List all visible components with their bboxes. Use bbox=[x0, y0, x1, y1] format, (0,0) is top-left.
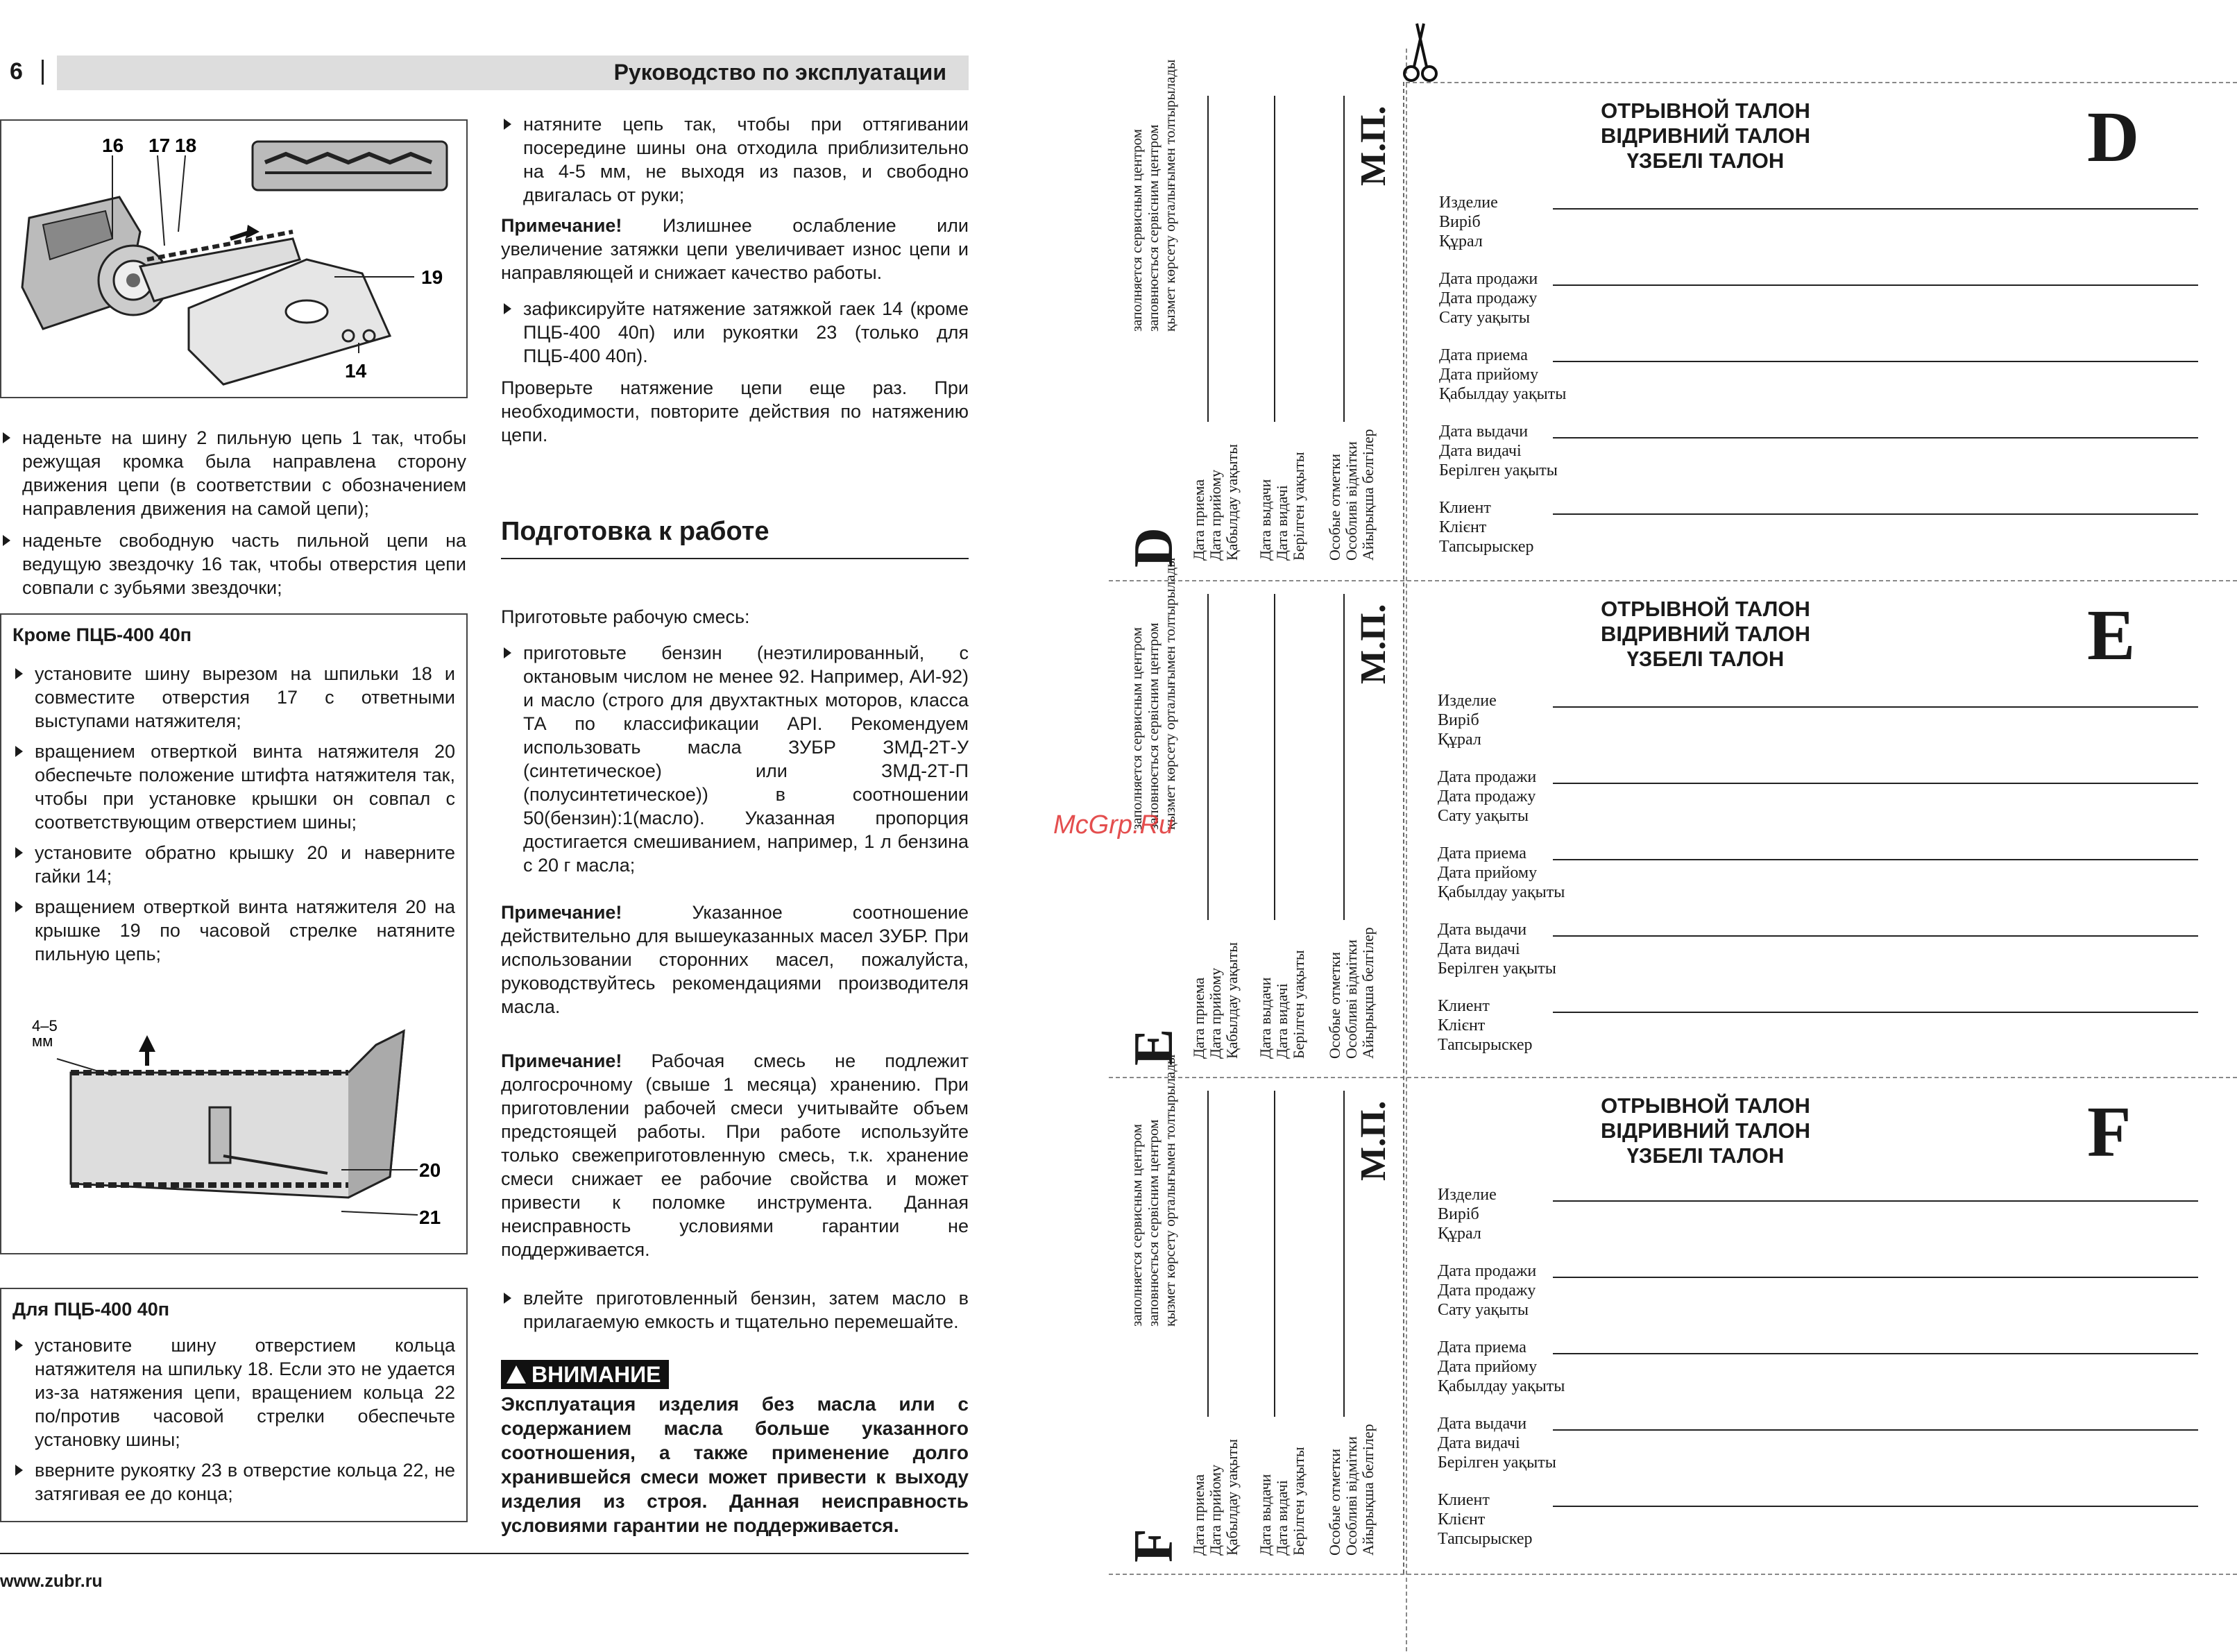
coupon-title: ОТРЫВНОЙ ТАЛОН ВІДРИВНИЙ ТАЛОН ҮЗБЕЛІ ТАЛОН bbox=[1601, 99, 1810, 173]
warning-label: ВНИМАНИЕ bbox=[531, 1362, 661, 1387]
list-item: наденьте свободную часть пильной цепи на ведущую звездочку 16 так, чтобы отверстия цепи совпали с зубьями звездочки; bbox=[0, 529, 466, 599]
fig1-label-17: 17 bbox=[148, 135, 171, 156]
stamp-label: М.П. bbox=[1354, 1100, 1393, 1181]
list-item: вращением отверткой винта натяжителя 20 на крышке 19 по часовой стрелке натяните пильную цепь; bbox=[12, 895, 455, 966]
list-item: установите шину вырезом на шпильки 18 и совместите отверстия 17 с ответными выступами натяжителя; bbox=[12, 662, 455, 733]
fig1-label-18: 18 bbox=[175, 135, 197, 156]
footer-url[interactable]: www.zubr.ru bbox=[0, 1572, 103, 1591]
section-title: Подготовка к работе bbox=[501, 517, 769, 546]
list-item: влейте приготовленный бензин, затем масло в прилагаемую емкость и тщательно перемешайте. bbox=[501, 1286, 969, 1334]
coupon-title: ОТРЫВНОЙ ТАЛОН ВІДРИВНИЙ ТАЛОН ҮЗБЕЛІ ТАЛОН bbox=[1601, 597, 1810, 671]
note-text: Рабочая смесь не подлежит долгосрочному (свыше 1 месяца) хранению. При приготовлении рабочей смеси учитывайте объем предстоящей работы. При работе используйте только свежеприготовленную смесь, т.к. хранение смеси снижает ее рабочие свойства и может привести к поломке инструмента. Данная неисправность условиями гарантии не поддерживается. bbox=[501, 1050, 969, 1260]
cut-line-3 bbox=[1109, 1574, 2237, 1575]
warning-text: Эксплуатация изделия без масла или с содержанием масла больше указанного соотношения, а также применение долго хранившейся смеси может привести к выходу изделия из строя. Данная неисправность условиями гарантии не поддерживается. bbox=[501, 1393, 969, 1536]
stub-header: заполняется сервисным центром заповнюється сервісним центром қызмет көрсету орталығымен толтырылады bbox=[1128, 1054, 1178, 1327]
field-receipt-date: Дата приема Дата прийому Қабылдау уақыты bbox=[1439, 346, 1567, 403]
coupon-title: ОТРЫВНОЙ ТАЛОН ВІДРИВНИЙ ТАЛОН ҮЗБЕЛІ ТАЛОН bbox=[1601, 1093, 1810, 1168]
field-issue-date: Дата выдачи Дата видачі Берілген уақыты bbox=[1438, 1415, 1556, 1472]
field-sale-date: Дата продажи Дата продажу Сату уақыты bbox=[1439, 270, 1538, 327]
field-product: Изделие Виріб Құрал bbox=[1439, 194, 1498, 250]
stub-group-notes: Особые отметки Особливі відмітки Айырықша белгілер bbox=[1326, 927, 1377, 1059]
watermark: McGrp.Ru bbox=[1053, 810, 1174, 840]
list-item: натяните цепь так, чтобы при оттягивании посередине шины она отходила приблизительно на 4-5 мм, не выходя из пазов, и свободно двигалась от руки; bbox=[501, 112, 969, 207]
list-item: зафиксируйте натяжение затяжкой гаек 14 (кроме ПЦБ-400 40п) или рукоятки 23 (только для ПЦБ-400 40п). bbox=[501, 297, 969, 368]
page-title: Руководство по эксплуатации bbox=[613, 60, 946, 85]
note-text: Излишнее ослабление или увеличение затяжки цепи увеличивает износ цепи и направляющей и снижает качество работы. bbox=[501, 215, 969, 283]
note-label: Примечание! bbox=[501, 1050, 622, 1071]
coupon-letter: F bbox=[2087, 1092, 2132, 1172]
list-item: вращением отверткой винта натяжителя 20 обеспечьте положение штифта натяжителя так, чтобы при установке крышки он совпал с соответствующим отверстием шины; bbox=[12, 740, 455, 834]
note-label: Примечание! bbox=[501, 902, 622, 923]
stub-group-notes: Особые отметки Особливі відмітки Айырықша белгілер bbox=[1326, 429, 1377, 561]
coupon-e bbox=[1109, 557, 2237, 1077]
list-item: установите шину отверстием кольца натяжителя на шпильку 18. Если это не удается из-за натяжения цепи, вращением кольца 22 по/против часовой стрелки обеспечьте установку шины; bbox=[12, 1334, 455, 1451]
fig2-gap-unit: мм bbox=[32, 1032, 53, 1050]
warning-badge bbox=[501, 1360, 669, 1389]
figure-chain-install bbox=[0, 119, 468, 398]
field-issue-date: Дата выдачи Дата видачі Берілген уақыты bbox=[1439, 423, 1558, 479]
note-text: Указанное соотношение действительно для вышеуказанных масел ЗУБР. При использовании сторонних масел, пожалуйста, руководствуйтесь рекомендациями производителя масла. bbox=[501, 902, 969, 1017]
note-1 bbox=[501, 214, 969, 284]
stub-group-receipt: Дата приема Дата прийому Қабылдау уақыты bbox=[1190, 443, 1241, 561]
box2-title: Для ПЦБ-400 40п bbox=[12, 1299, 170, 1320]
field-sale-date: Дата продажи Дата продажу Сату уақыты bbox=[1438, 768, 1537, 825]
section-rule bbox=[501, 558, 969, 559]
stub-header: заполняется сервисным центром заповнюється сервісним центром қызмет көрсету орталығымен толтырылады bbox=[1128, 59, 1178, 332]
scissors-icon bbox=[1400, 19, 1440, 89]
coupon-f bbox=[1109, 1054, 2237, 1574]
header-divider bbox=[42, 60, 44, 85]
stub-letter: E bbox=[1123, 1028, 1184, 1066]
coupon-letter: D bbox=[2087, 97, 2140, 177]
paragraph: Проверьте натяжение цепи еще раз. При необходимости, повторите действия по натяжению цепи. bbox=[501, 377, 969, 445]
stub-header: заполняется сервисным центром заповнюється сервісним центром қызмет көрсету орталығымен толтырылады bbox=[1128, 557, 1178, 830]
fig1-label-16: 16 bbox=[102, 135, 124, 156]
field-client: Клиент Клієнт Тапсырыскер bbox=[1438, 1491, 1533, 1548]
fig1-label-14: 14 bbox=[345, 360, 367, 382]
stub-group-issue: Дата выдачи Дата видачі Берілген уақыты bbox=[1257, 452, 1307, 561]
coupon-d bbox=[1109, 59, 2237, 580]
stub-group-issue: Дата выдачи Дата видачі Берілген уақыты bbox=[1257, 950, 1307, 1059]
field-client: Клиент Клієнт Тапсырыскер bbox=[1438, 997, 1533, 1054]
list-item: наденьте на шину 2 пильную цепь 1 так, чтобы режущая кромка была направлена сторону движения цепи (в соответствии с обозначением направления движения на самой цепи); bbox=[0, 426, 466, 520]
field-product: Изделие Виріб Құрал bbox=[1438, 692, 1497, 749]
list-item: приготовьте бензин (неэтилированный, с октановым числом не менее 92. Например, АИ-92) и масло (строго для двухтактных моторов, класса ТА по классификации API. Рекомендуем использовать масла ЗУБР ЗМД-2Т-У (синтетическое) или ЗМД-2Т-П (полусинтетическое)) в соотношении 50(бензин):1(масло). Указанная пропорция достигается смешиванием, например, 1 л бензина с 20 г масла; bbox=[501, 641, 969, 877]
note-3 bbox=[501, 1049, 969, 1261]
coupon-letter: E bbox=[2087, 595, 2136, 675]
box-except-pcb bbox=[0, 613, 468, 1254]
list-item: установите обратно крышку 20 и наверните гайки 14; bbox=[12, 841, 455, 888]
warning-icon bbox=[507, 1365, 526, 1383]
field-sale-date: Дата продажи Дата продажу Сату уақыты bbox=[1438, 1262, 1537, 1319]
note-label: Примечание! bbox=[501, 215, 622, 236]
field-receipt-date: Дата приема Дата прийому Қабылдау уақыты bbox=[1438, 1338, 1565, 1395]
field-issue-date: Дата выдачи Дата видачі Берілген уақыты bbox=[1438, 921, 1556, 978]
list-item: вверните рукоятку 23 в отверстие кольца 22, не затягивая ее до конца; bbox=[12, 1458, 455, 1506]
box1-title: Кроме ПЦБ-400 40п bbox=[12, 624, 192, 645]
chain-tension-drawing bbox=[15, 1003, 459, 1246]
field-product: Изделие Виріб Құрал bbox=[1438, 1186, 1497, 1243]
mid-column bbox=[501, 112, 969, 1538]
fig1-label-19: 19 bbox=[421, 266, 443, 288]
page-number: 6 bbox=[10, 58, 23, 85]
stub-letter: D bbox=[1123, 527, 1184, 568]
field-receipt-date: Дата приема Дата прийому Қабылдау уақыты bbox=[1438, 844, 1565, 901]
stub-group-notes: Особые отметки Особливі відмітки Айырықша белгілер bbox=[1326, 1424, 1377, 1556]
fig2-label-21: 21 bbox=[419, 1207, 441, 1228]
stub-group-receipt: Дата приема Дата прийому Қабылдау уақыты bbox=[1190, 1438, 1241, 1556]
field-client: Клиент Клієнт Тапсырыскер bbox=[1439, 499, 1534, 556]
stub-letter: F bbox=[1123, 1528, 1184, 1562]
stamp-label: М.П. bbox=[1354, 604, 1393, 684]
stamp-label: М.П. bbox=[1354, 105, 1393, 186]
stub-group-issue: Дата выдачи Дата видачі Берілген уақыты bbox=[1257, 1447, 1307, 1556]
chain-saw-drawing bbox=[1, 121, 466, 397]
footer-rule bbox=[0, 1553, 969, 1554]
fig2-gap-label: 4–5 bbox=[32, 1017, 58, 1034]
box-for-pcb bbox=[0, 1288, 468, 1522]
fig2-label-20: 20 bbox=[419, 1159, 441, 1181]
left-bullets-top bbox=[0, 426, 466, 599]
stub-group-receipt: Дата приема Дата прийому Қабылдау уақыты bbox=[1190, 942, 1241, 1059]
note-2 bbox=[501, 901, 969, 1019]
intro: Приготовьте рабочую смесь: bbox=[501, 606, 750, 627]
